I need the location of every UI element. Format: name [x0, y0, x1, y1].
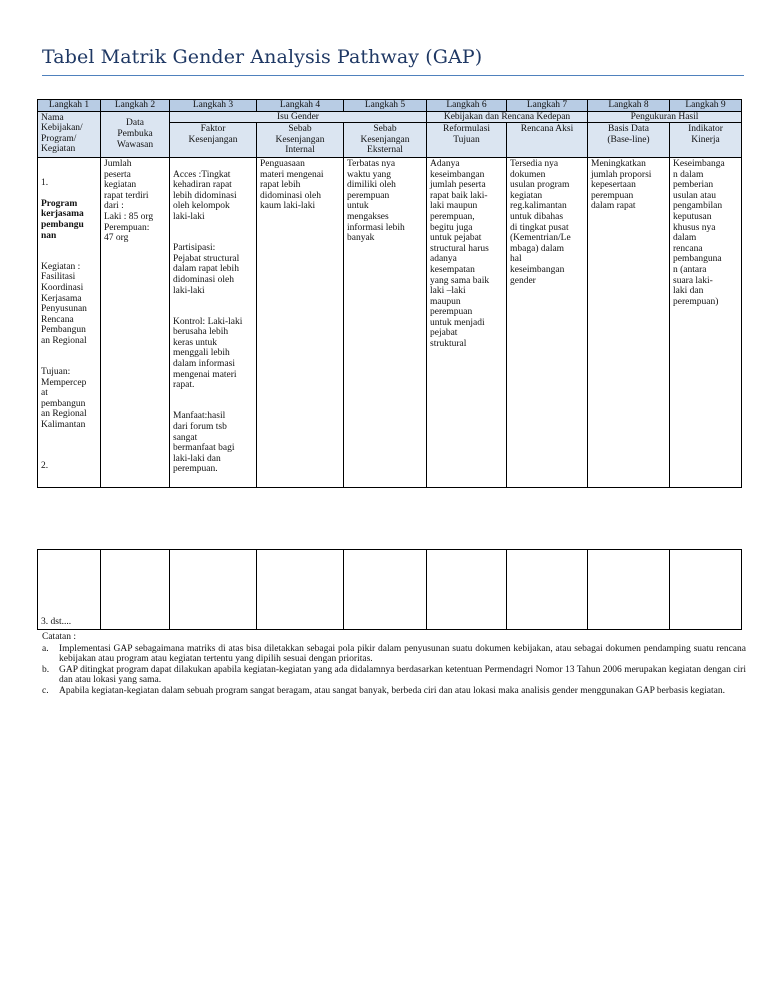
cell-data-pembuka: Jumlah peserta kegiatan rapat terdiri dari : Laki : 85 org Perempuan: 47 org [101, 157, 170, 487]
empty-cell [427, 550, 507, 630]
sebab-eksternal-header: Sebab Kesenjangan Eksternal [344, 123, 427, 158]
cell-indikator: Keseimbanga n dalam pemberian usulan atau pengambilan keputusan khusus nya dalam rencana pembanguna n (antara suara laki- laki dan perempuan) [670, 157, 742, 487]
cell-reformulasi: Adanya keseimbangan jumlah peserta rapat baik laki- laki maupun perempuan, begitu juga untuk pejabat structural harus adanya kesempatan yang sama baik laki –laki maupun perempuan untuk menjadi pejabat struktural [427, 157, 507, 487]
note-text: GAP ditingkat program dapat dilakukan apabila kegiatan-kegiatan yang ada didalamnya berdasarkan ketentuan Permendagri Nomor 13 Tahun 2006 merupakan kegiatan dengan ciri dan atau lokasi yang sama. [59, 664, 746, 686]
note-letter: c. [42, 685, 49, 696]
data-pembuka-header: Data Pembuka Wawasan [101, 111, 170, 157]
gap-matrix-table [37, 99, 742, 488]
note-letter: a. [42, 643, 49, 654]
kebijakan-group-header: Kebijakan dan Rencana Kedepan [427, 111, 588, 123]
empty-cell [507, 550, 588, 630]
cell-faktor [170, 157, 257, 487]
step-6-header: Langkah 6 [427, 100, 507, 112]
note-item [42, 665, 746, 686]
faktor-header: Faktor Kesenjangan [170, 123, 257, 158]
empty-cell [588, 550, 670, 630]
cell-sebab-internal: Penguasaan materi mengenai rapat lebih didominasi oleh kaum laki-laki [257, 157, 344, 487]
step-2-header: Langkah 2 [101, 100, 170, 112]
item-number-2: 2. [41, 461, 49, 472]
pengukuran-group-header: Pengukuran Hasil [588, 111, 742, 123]
notes-section [42, 632, 746, 697]
title-divider [42, 75, 744, 76]
table-row [38, 157, 742, 487]
page-title: Tabel Matrik Gender Analysis Pathway (GAP) [42, 46, 483, 68]
notes-label: Catatan : [42, 632, 77, 642]
note-letter: b. [42, 664, 50, 675]
cell-basis-data: Meningkatkan jumlah proporsi kepesertaan perempuan dalam rapat [588, 157, 670, 487]
step-4-header: Langkah 4 [257, 100, 344, 112]
empty-cell [344, 550, 427, 630]
note-text: Implementasi GAP sebagaimana matriks di atas bisa diletakkan sebagai pola pikir dalam penyusunan suatu dokumen kebijakan, atau sebagai dokumen pendamping suatu rencana kebijakan atau program atau kegiatan tertentu yang dipilih sesuai dengan prioritas. [59, 643, 746, 665]
rencana-aksi-header: Rencana Aksi [507, 123, 588, 158]
nama-kebijakan-header: Nama Kebijakan/ Program/ Kegiatan [38, 111, 101, 157]
empty-cell [101, 550, 170, 630]
table-row [38, 550, 742, 630]
step-3-header: Langkah 3 [170, 100, 257, 112]
step-5-header: Langkah 5 [344, 100, 427, 112]
empty-cell [257, 550, 344, 630]
note-text: Apabila kegiatan-kegiatan dalam sebuah program sangat beragam, atau sangat banyak, berbeda ciri dan atau lokasi maka analisis gender menggunakan GAP berbasis kegiatan. [59, 685, 725, 696]
steps-header-row [38, 100, 742, 112]
tujuan-text: Tujuan: Mempercep at pembangun an Regional Kalimantan [41, 367, 87, 431]
note-item [42, 644, 746, 665]
kontrol-text: Kontrol: Laki-laki berusaha lebih keras untuk menggali lebih dalam informasi mengenai materi rapat. [173, 316, 243, 391]
indikator-header: Indikator Kinerja [670, 123, 742, 158]
cell-program [38, 157, 101, 487]
partisipasi-text: Partisipasi: Pejabat structural dalam rapat lebih didominasi oleh laki-laki [173, 243, 240, 296]
step-8-header: Langkah 8 [588, 100, 670, 112]
akses-text: Acces :Tingkat kehadiran rapat lebih didominasi oleh kelompok laki-laki [173, 169, 237, 222]
empty-cell [670, 550, 742, 630]
item-number: 1. [41, 177, 49, 188]
cell-rencana-aksi: Tersedia nya dokumen usulan program kegiatan reg.kalimantan untuk dibahas di tingkat pusat (Kementrian/Le mbaga) dalam hal keseimbangan gender [507, 157, 588, 487]
note-item [42, 686, 746, 697]
sebab-internal-header: Sebab Kesenjangan Internal [257, 123, 344, 158]
program-name: Program kerjasama pembangu nan [41, 198, 84, 241]
step-9-header: Langkah 9 [670, 100, 742, 112]
empty-cell [170, 550, 257, 630]
gap-matrix-continuation [37, 549, 742, 630]
manfaat-text: Manfaat:hasil dari forum tsb sangat bermanfaat bagi laki-laki dan perempuan. [173, 411, 235, 475]
basis-data-header: Basis Data (Base-line) [588, 123, 670, 158]
isu-gender-group-header: Isu Gender [170, 111, 427, 123]
continuation-text: 3. dst.... [38, 550, 101, 630]
kegiatan-text: Kegiatan : Fasilitasi Koordinasi Kerjasama Penyusunan Rencana Pembangun an Regional [41, 261, 87, 346]
reformulasi-header: Reformulasi Tujuan [427, 123, 507, 158]
step-1-header: Langkah 1 [38, 100, 101, 112]
cell-sebab-eksternal: Terbatas nya waktu yang dimiliki oleh perempuan untuk mengakses informasi lebih banyak [344, 157, 427, 487]
step-7-header: Langkah 7 [507, 100, 588, 112]
group-header-row [38, 111, 742, 123]
